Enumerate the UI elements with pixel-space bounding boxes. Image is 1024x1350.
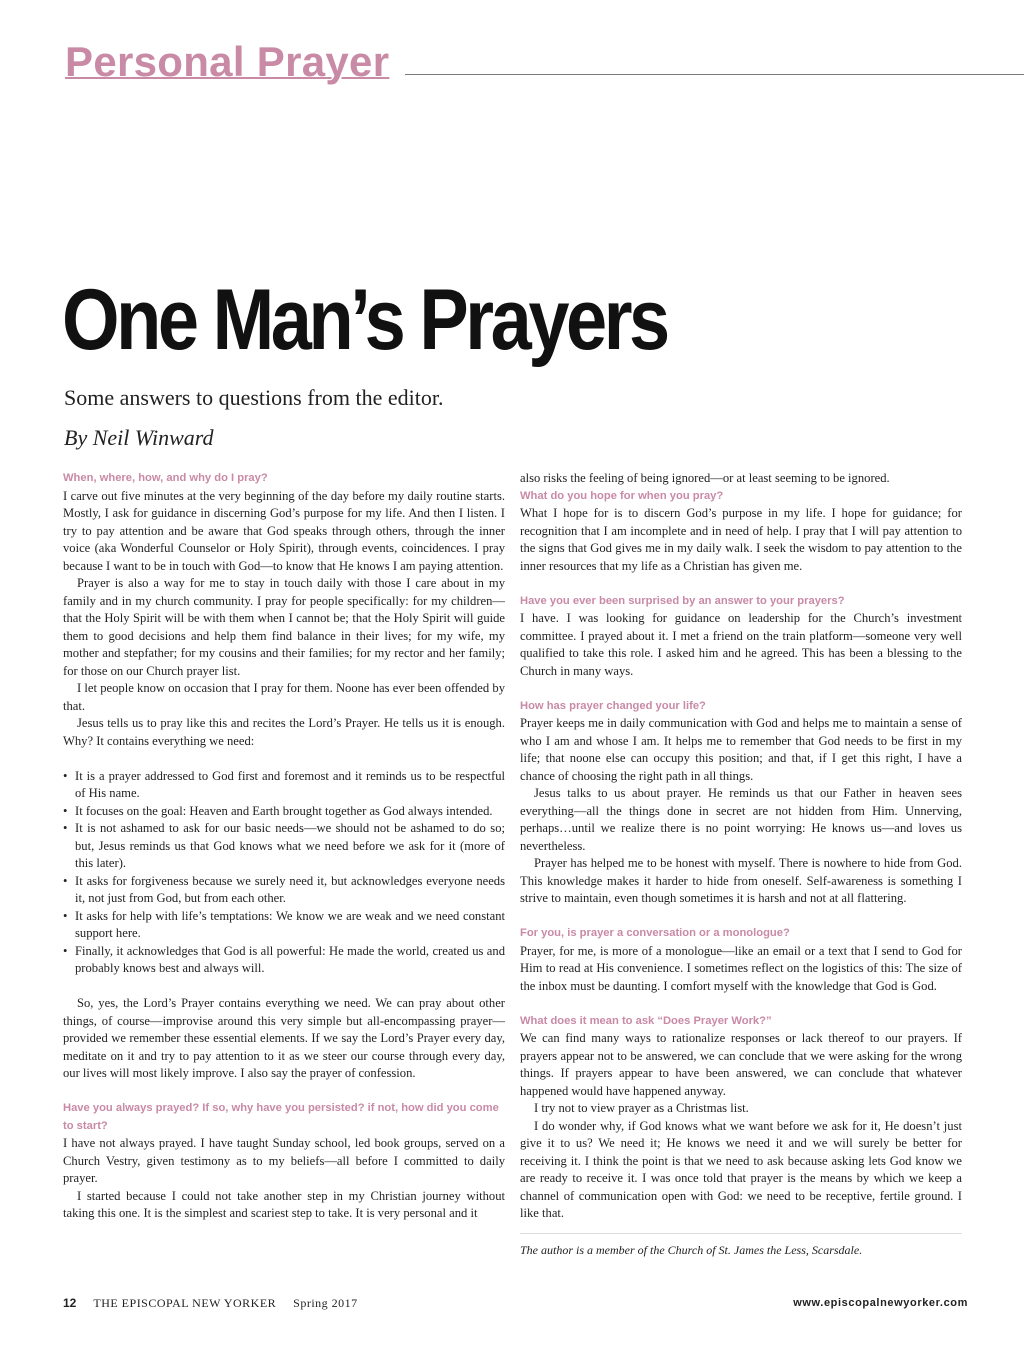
question-heading: What do you hope for when you pray? xyxy=(520,489,724,502)
issue-date: Spring 2017 xyxy=(293,1296,358,1310)
page-number: 12 xyxy=(63,1296,77,1310)
bullet-icon: • xyxy=(63,821,68,835)
question-heading: How has prayer changed your life? xyxy=(520,699,706,712)
bullet-icon: • xyxy=(63,943,68,958)
paragraph: So, yes, the Lord’s Prayer contains everything we need. We can pray about other things, of course—improvise around this very simple but all-encompassing prayer—provided we remember these essential elements. If we say the Lord’s Prayer every day, meditate on it and try to pay attention to it as we steer our course through every day, our lives will most likely improve. I also say the prayer of confession. xyxy=(63,996,505,1080)
list-item-text: Finally, it acknowledges that God is all powerful: He made the world, created us and probably knows best and always will. xyxy=(75,943,505,975)
list-item-text: It is a prayer addressed to God first and foremost and it reminds us to be respectful of His name. xyxy=(75,768,505,800)
list-item-text: It focuses on the goal: Heaven and Earth brought together as God always intended. xyxy=(75,803,493,818)
author-note-divider xyxy=(520,1233,962,1234)
lords-prayer-list xyxy=(63,768,505,978)
paragraph: I let people know on occasion that I pray for them. Noone has ever been offended by that. xyxy=(63,681,505,713)
paragraph: What I hope for is to discern God’s purpose in my life. I hope for guidance; for recognition that I am incomplete and in need of help. I pray that I will pay attention to the signs that God gives me in my daily walk. I seek the wisdom to pay attention to the inner resources that my life as a Christian has given me. xyxy=(520,506,962,573)
question-heading: Have you ever been surprised by an answer to your prayers? xyxy=(520,594,845,607)
question-heading: When, where, how, and why do I pray? xyxy=(63,472,268,484)
paragraph: Prayer, for me, is more of a monologue—like an email or a text that I send to God for Him to read at His convenience. I sometimes reflect on the logistics of this: The size of the inbox must be daunting. I comfort myself with the knowledge that God is God. xyxy=(520,943,962,993)
paragraph: I do wonder why, if God knows what we want before we ask for it, He doesn’t just give it to us? We need it; He knows we need it and we will surely be better for receiving it. I think the point is that we need to ask because asking lets God know we are ready to receive it. I was once told that prayer is the means by which we keep a channel of communication open with God: we need to be receptive, fertile ground. I like that. xyxy=(520,1118,962,1220)
paragraph: Jesus tells us to pray like this and recites the Lord’s Prayer. He tells us it is enough. Why? It contains everything we need: xyxy=(63,716,505,748)
bullet-icon: • xyxy=(63,908,68,923)
paragraph: Jesus talks to us about prayer. He reminds us that our Father in heaven sees everything—all the things done in secret are not hidden from Him. Unnerving, perhaps…until we realize there is no point worrying: He knows us—and loves us nevertheless. xyxy=(520,786,962,853)
list-item xyxy=(63,803,505,821)
author-note: The author is a member of the Church of St. James the Less, Scarsdale. xyxy=(520,1242,863,1257)
list-item xyxy=(63,908,505,943)
article-headline: One Man’s Prayers xyxy=(62,272,667,368)
paragraph: I started because I could not take another step in my Christian journey without taking this one. It is the simplest and scariest step to take. It is very personal and it xyxy=(63,1188,505,1220)
paragraph: We can find many ways to rationalize responses or lack thereof to our prayers. If prayers appear not to be answered, we can conclude that we were asking for the wrong things. If prayers appear to have been answered, we can conclude that whatever happened would have happened anyway. xyxy=(520,1031,962,1098)
article-byline: By Neil Winward xyxy=(64,425,214,450)
paragraph: also risks the feeling of being ignored—or at least seeming to be ignored. xyxy=(520,471,890,485)
list-item xyxy=(63,943,505,978)
paragraph: I have not always prayed. I have taught Sunday school, led book groups, served on a Church Vestry, given testimony as to my beliefs—all before I committed to daily prayer. xyxy=(63,1136,505,1185)
right-column xyxy=(520,470,962,1259)
section-rule xyxy=(405,74,1024,75)
page-footer xyxy=(63,1294,968,1312)
list-item-text: It asks for forgiveness because we surely need it, but acknowledges everyone needs it, not just from God, but from each other. xyxy=(75,873,505,905)
bullet-icon: • xyxy=(63,768,68,783)
question-heading: Have you always prayed? If so, why have you persisted? if not, how did you come to start? xyxy=(63,1102,499,1132)
left-column xyxy=(63,470,505,1223)
list-item xyxy=(63,873,505,908)
publication-name: THE EPISCOPAL NEW YORKER xyxy=(93,1296,277,1310)
question-heading: What does it mean to ask “Does Prayer Work?” xyxy=(520,1014,772,1027)
paragraph: Prayer is also a way for me to stay in touch daily with those I care about in my family and in my church community. I pray for people specifically: for my children—that the Holy Spirit will be with them when I cannot be; that the Holy Spirit will guide them to good decisions and help them find balance in their lives; for my wife, my mother and stepfather; for my cousins and their families; for my rector and her family; for those on our Church prayer list. xyxy=(63,576,505,678)
paragraph: I carve out five minutes at the very beginning of the day before my daily routine starts. Mostly, I ask for guidance in discerning God’s purpose for my life. And then I listen. I try to pay attention and be aware that God speaks through others, through the inner voice (aka Wonderful Counselor or Holy Spirit), through events, coincidences. I pray because I want to be in touch with God—to know that He knows I am paying attention. xyxy=(63,488,505,573)
section-title: Personal Prayer xyxy=(65,38,390,85)
paragraph: Prayer keeps me in daily communication with God and helps me to maintain a sense of who I am and whose I am. It helps me to remember that God needs to be first in my life; that noone else can occupy this position; and that, if I get this right, I have a chance of choosing the right path in all things. xyxy=(520,716,962,783)
question-heading: For you, is prayer a conversation or a monologue? xyxy=(520,927,790,939)
list-item-text: It is not ashamed to ask for our basic needs—we should not be ashamed to do so; but, Jesus reminds us that God knows what we need before we ask for it (more of this later). xyxy=(75,821,505,870)
list-item-text: It asks for help with life’s temptations: We know we are weak and we need constant support here. xyxy=(75,908,505,940)
paragraph: I have. I was looking for guidance on leadership for the Church’s investment committee. I prayed about it. I met a friend on the train platform—someone very well qualified to take this role. I asked him and he agreed. This has been a blessing to the Church in many ways. xyxy=(520,611,962,678)
bullet-icon: • xyxy=(63,803,68,818)
section-header xyxy=(65,38,1024,86)
list-item xyxy=(63,768,505,803)
article-subtitle: Some answers to questions from the editor. xyxy=(64,385,444,410)
paragraph: I try not to view prayer as a Christmas list. xyxy=(534,1101,749,1115)
bullet-icon: • xyxy=(63,873,68,888)
paragraph: Prayer has helped me to be honest with myself. There is nowhere to hide from God. This knowledge makes it harder to hide from oneself. Self-awareness is something I strive to maintain, even though sometimes it is harsh and not at all flattering. xyxy=(520,856,962,905)
list-item xyxy=(63,820,505,873)
website-link[interactable]: www.episcopalnewyorker.com xyxy=(793,1297,968,1309)
